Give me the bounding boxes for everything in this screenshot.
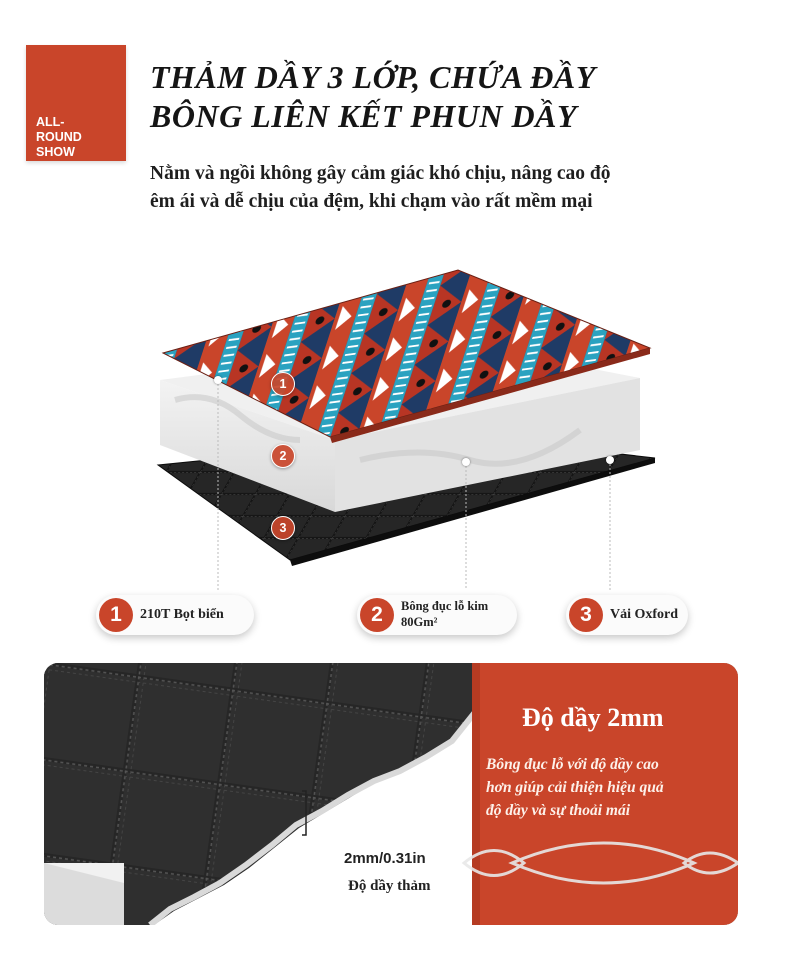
callout-label-oxford: Vải Oxford bbox=[610, 607, 679, 622]
badge-line-3: SHOW bbox=[36, 145, 75, 159]
callout-cotton-line-1: Bông đục lỗ kim bbox=[401, 599, 489, 613]
thickness-measurement: 2mm/0.31in bbox=[344, 850, 426, 867]
leader-dot-3 bbox=[606, 456, 614, 464]
thickness-title: Độ dầy 2mm bbox=[522, 703, 664, 732]
page-description bbox=[150, 160, 770, 216]
callout-label-cotton bbox=[401, 598, 488, 630]
thickness-description bbox=[486, 753, 736, 822]
page-title bbox=[150, 58, 770, 136]
all-round-show-badge bbox=[26, 45, 126, 161]
thickness-desc-line-2: hơn giúp cải thiện hiệu quả bbox=[486, 779, 664, 796]
layer-marker-3: 3 bbox=[271, 516, 295, 540]
callout-number-1: 1 bbox=[99, 598, 133, 632]
callout-oxford bbox=[566, 595, 688, 635]
callout-number-2: 2 bbox=[360, 598, 394, 632]
thickness-panel bbox=[44, 663, 738, 925]
callout-cotton-line-2: 80Gm² bbox=[401, 615, 438, 629]
layer-marker-1: 1 bbox=[271, 372, 295, 396]
leader-dot-1 bbox=[214, 376, 222, 384]
description-line-1: Nằm và ngồi không gây cảm giác khó chịu, nâng cao độ bbox=[150, 163, 611, 184]
description-line-2: êm ái và dễ chịu của đệm, khi chạm vào rất mềm mại bbox=[150, 191, 593, 212]
title-line-2: BÔNG LIÊN KẾT PHUN DẦY bbox=[150, 98, 578, 134]
mat-layers-graphic bbox=[0, 230, 790, 590]
leader-dot-2 bbox=[462, 458, 470, 466]
callout-number-3: 3 bbox=[569, 598, 603, 632]
callout-cotton bbox=[357, 595, 517, 635]
title-line-1: THẢM DẦY 3 LỚP, CHỨA ĐẦY bbox=[150, 59, 596, 95]
layer-illustration bbox=[0, 230, 790, 590]
thickness-desc-line-3: độ dầy và sự thoải mái bbox=[486, 802, 631, 819]
callout-label-sponge: 210T Bọt biển bbox=[140, 607, 224, 622]
thickness-caption: Độ dầy thảm bbox=[348, 878, 431, 894]
callout-sponge bbox=[96, 595, 254, 635]
layer-marker-2: 2 bbox=[271, 444, 295, 468]
badge-line-1: ALL- bbox=[36, 115, 65, 129]
thickness-desc-line-1: Bông đục lỗ với độ dầy cao bbox=[486, 756, 659, 773]
badge-line-2: ROUND bbox=[36, 130, 82, 144]
